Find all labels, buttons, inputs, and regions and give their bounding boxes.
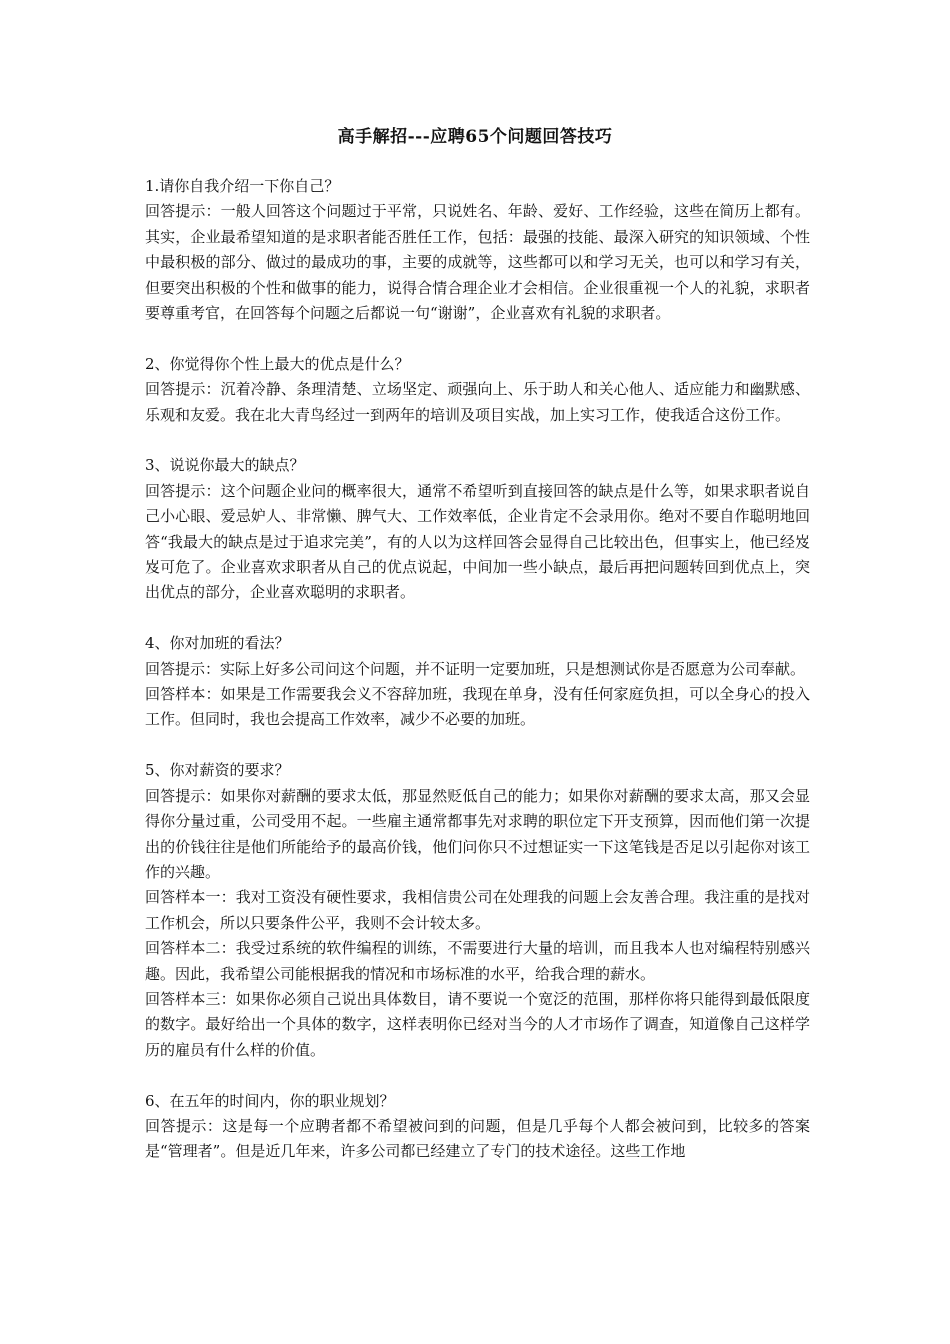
qa-item-4 <box>145 631 810 733</box>
answer-text: 回答提示：这是每一个应聘者都不希望被问到的问题，但是几乎每个人都会被问到，比较多的答案是“管理者”。但是近几年来，许多公司都已经建立了专门的技术途径。这些工作地 <box>145 1116 810 1161</box>
qa-item-1 <box>145 174 810 326</box>
answer-text: 回答提示：如果你对薪酬的要求太低，那显然贬低自己的能力；如果你对薪酬的要求太高，那又会显得你分量过重，公司受用不起。一些雇主通常都事先对求聘的职位定下开支预算，因而他们第一次提出的价钱往往是他们所能给予的最高价钱，他们问你只不过想证实一下这笔钱是否足以引起你对该工作的兴趣。 <box>145 786 810 881</box>
answer-text: 回答提示：实际上好多公司问这个问题，并不证明一定要加班，只是想测试你是否愿意为公司奉献。 <box>145 659 806 678</box>
qa-item-3 <box>145 453 810 605</box>
answer-text: 回答样本一：我对工资没有硬性要求，我相信贵公司在处理我的问题上会友善合理。我注重的是找对工作机会，所以只要条件公平，我则不会计较太多。 <box>145 888 810 932</box>
document-body <box>145 174 810 1190</box>
answer-text: 回答样本二：我受过系统的软件编程的训练，不需要进行大量的培训，而且我本人也对编程特别感兴趣。因此，我希望公司能根据我的情况和市场标准的水平，给我合理的薪水。 <box>145 939 810 983</box>
question-text: 6、在五年的时间内，你的职业规划？ <box>145 1091 395 1110</box>
question-text: 2、你觉得你个性上最大的优点是什么？ <box>145 354 410 373</box>
question-text: 5、你对薪资的要求？ <box>145 761 290 780</box>
answer-text: 回答提示：这个问题企业问的概率很大，通常不希望听到直接回答的缺点是什么等，如果求职者说自己小心眼、爱忌妒人、非常懒、脾气大、工作效率低，企业肯定不会录用你。绝对不要自作聪明地回答“我最大的缺点是过于追求完美”，有的人以为这样回答会显得自己比较出色，但事实上，他已经岌岌可危了。企业喜欢求职者从自己的优点说起，中间加一些小缺点，最后再把问题转回到优点上，突出优点的部分，企业喜欢聪明的求职者。 <box>145 481 810 602</box>
qa-item-5 <box>145 758 810 1063</box>
qa-item-2 <box>145 352 810 428</box>
document-title: 高手解招---应聘65个问题回答技巧 <box>337 127 613 147</box>
answer-text: 回答提示：一般人回答这个问题过于平常，只说姓名、年龄、爱好、工作经验，这些在简历上都有。其实，企业最希望知道的是求职者能否胜任工作，包括：最强的技能、最深入研究的知识领域、个性中最积极的部分、做过的最成功的事，主要的成就等，这些都可以和学习无关，也可以和学习有关，但要突出积极的个性和做事的能力，说得合情合理企业才会相信。企业很重视一个人的礼貌，求职者要尊重考官，在回答每个问题之后都说一句“谢谢”，企业喜欢有礼貌的求职者。 <box>145 202 810 323</box>
question-text: 1.请你自我介绍一下你自己？ <box>145 177 340 195</box>
answer-text: 回答样本三：如果你必须自己说出具体数目，请不要说一个宽泛的范围，那样你将只能得到最低限度的数字。最好给出一个具体的数字，这样表明你已经对当今的人才市场作了调查，知道像自己这样学历的雇员有什么样的价值。 <box>145 989 810 1059</box>
answer-text: 回答提示：沉着冷静、条理清楚、立场坚定、顽强向上、乐于助人和关心他人、适应能力和幽默感、乐观和友爱。我在北大青鸟经过一到两年的培训及项目实战，加上实习工作，使我适合这份工作。 <box>145 380 810 424</box>
question-text: 3、说说你最大的缺点？ <box>145 456 305 475</box>
answer-text: 回答样本：如果是工作需要我会义不容辞加班，我现在单身，没有任何家庭负担，可以全身心的投入工作。但同时，我也会提高工作效率，减少不必要的加班。 <box>145 685 810 729</box>
qa-item-6 <box>145 1089 810 1165</box>
question-text: 4、你对加班的看法？ <box>145 634 290 653</box>
